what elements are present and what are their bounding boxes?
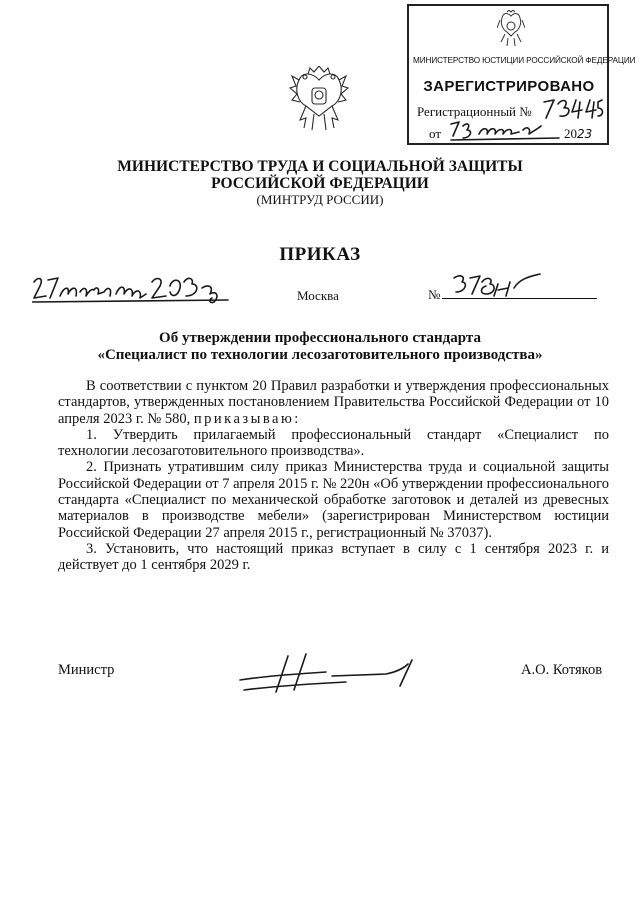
registration-stamp	[407, 4, 636, 145]
stamp-ministry-name: МИНИСТЕРСТВО ЮСТИЦИИ РОССИЙСКОЙ ФЕДЕРАЦИИ	[413, 56, 636, 65]
number-label: №	[428, 287, 441, 302]
order-body	[58, 378, 609, 574]
order-item-2: 2. Признать утратившим силу приказ Министерства труда и социальной защиты Российской Федерации от 7 апреля 2015 г. № 220н «Об утверждении профессионального стандарта «Специалист по механической обработке заготовок и деталей из древесных материалов в производстве мебели» (зарегистрирован Министерством юстиции Российской Федерации 27 апреля 2015 г., регистрационный № 37037).	[58, 459, 609, 541]
handwritten-date	[32, 270, 232, 306]
handwritten-stamp-date	[449, 116, 567, 142]
stamp-year-suffix: 23	[577, 127, 593, 141]
order-title-line2: «Специалист по технологии лесозаготовительного производства»	[97, 347, 543, 363]
stamp-date-prefix: от	[429, 126, 442, 141]
intro-text: В соответствии с пунктом 20 Правил разработки и утверждения профессиональных стандартов, утвержденных постановлением Правительства Российской Федерации от 10 апреля 2023 г. № 580,	[58, 378, 609, 427]
stamp-year-prefix: 20	[564, 126, 577, 141]
stamp-reg-label: Регистрационный №	[417, 104, 532, 119]
handwritten-signature	[236, 650, 426, 696]
ministry-name-line1: МИНИСТЕРСТВО ТРУДА И СОЦИАЛЬНОЙ ЗАЩИТЫ	[117, 158, 523, 175]
ministry-short-name: (МИНТРУД РОССИИ)	[256, 192, 384, 207]
double-headed-eagle-icon	[288, 66, 350, 134]
document-type: ПРИКАЗ	[279, 244, 361, 265]
ministry-name-line2: РОССИЙСКОЙ ФЕДЕРАЦИИ	[211, 175, 429, 192]
signatory-post: Министр	[58, 662, 115, 678]
signatory-name: А.О. Котяков	[521, 662, 603, 678]
double-headed-eagle-icon	[497, 10, 525, 48]
order-item-3: 3. Установить, что настоящий приказ вступает в силу с 1 сентября 2023 г. и действует до 1 сентября 2029 г.	[58, 540, 609, 574]
intro-paragraph	[58, 378, 609, 427]
intro-keyword: приказываю:	[193, 410, 301, 427]
order-item-1: 1. Утвердить прилагаемый профессиональный стандарт «Специалист по технологии лесозаготовительного производства».	[58, 426, 609, 460]
stamp-year	[564, 126, 592, 142]
stamp-registered-label: ЗАРЕГИСТРИРОВАНО	[423, 78, 595, 95]
handwritten-number	[442, 272, 542, 300]
city-name: Москва	[297, 288, 339, 303]
order-title-line1: Об утверждении профессионального стандарта	[159, 330, 481, 346]
